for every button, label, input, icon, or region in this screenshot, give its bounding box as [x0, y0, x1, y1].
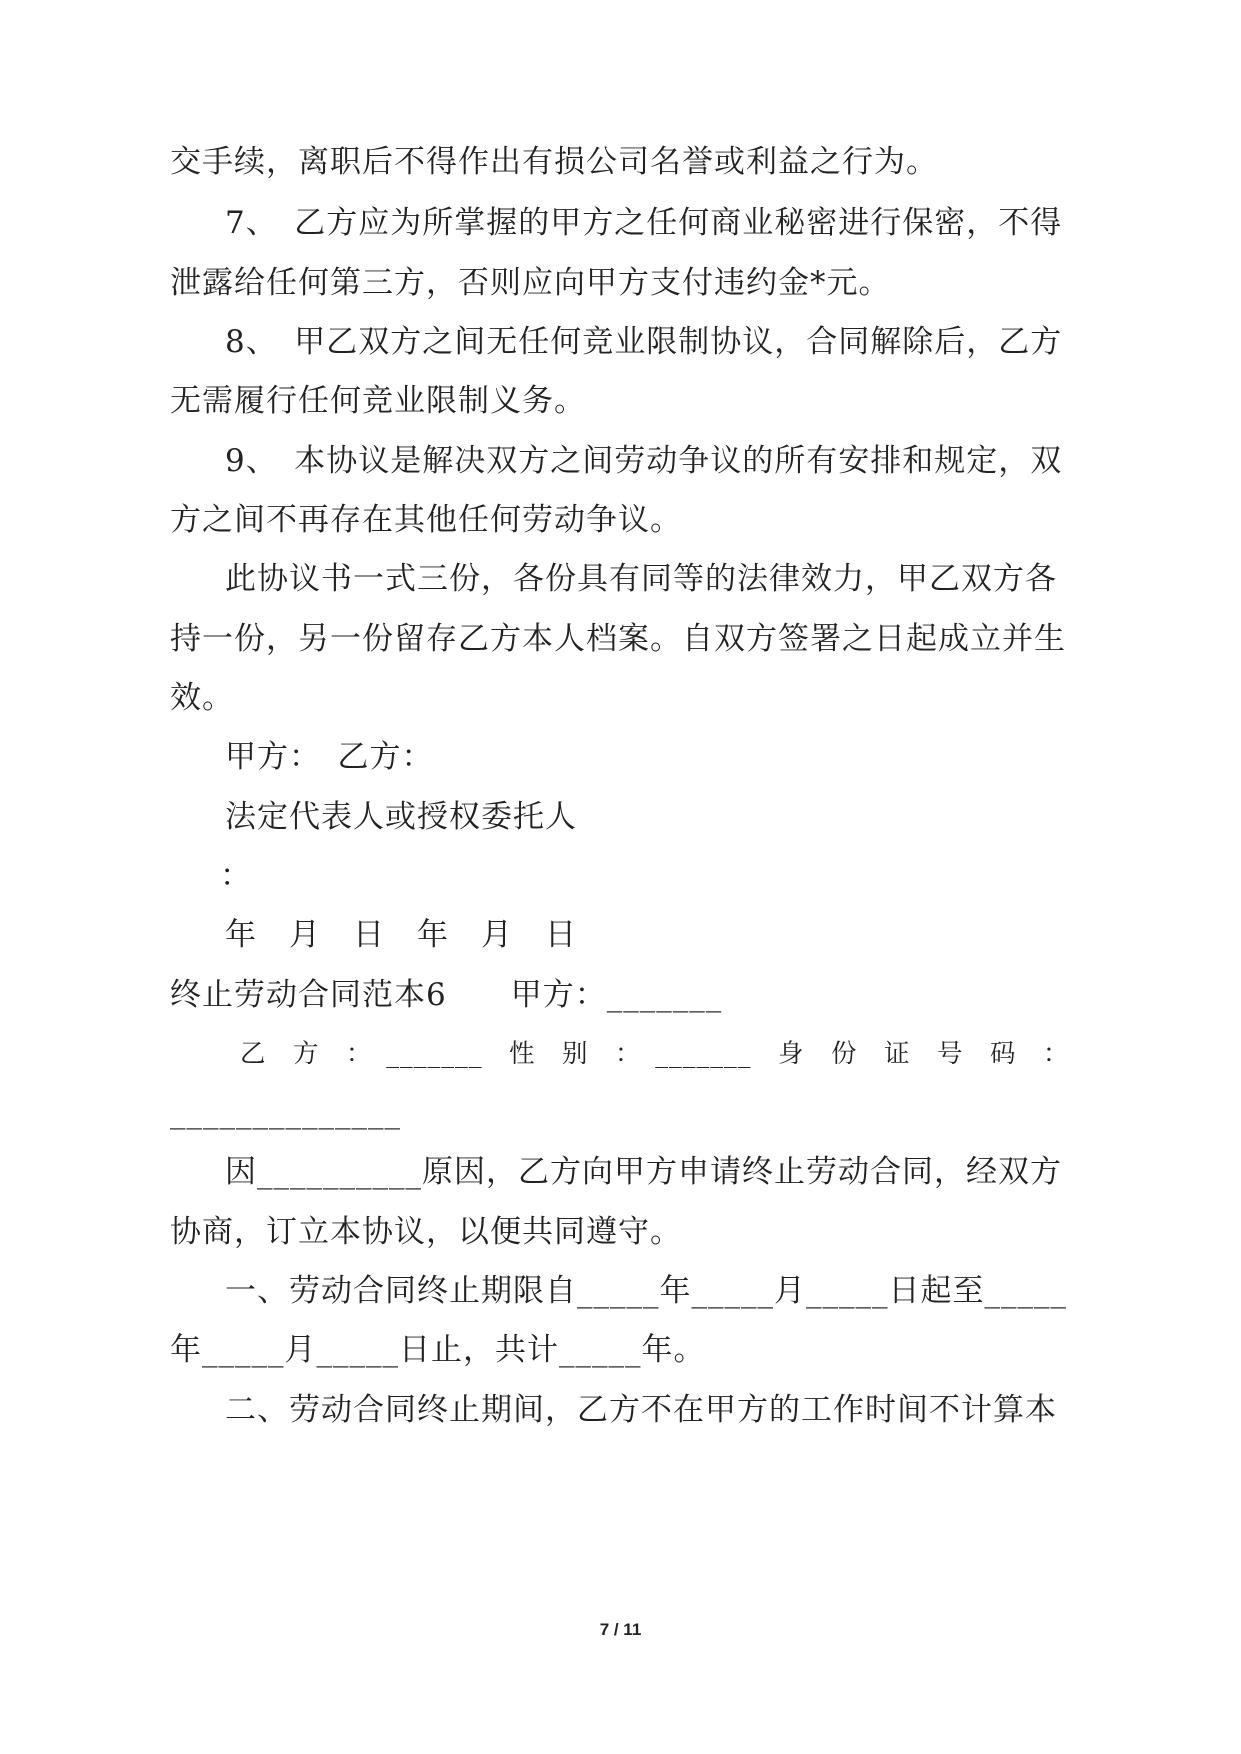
clause-8-line: 8、 甲乙双方之间无任何竞业限制协议，合同解除后，乙方 — [225, 324, 1063, 360]
clause-7-line: 7、 乙方应为所掌握的甲方之任何商业秘密进行保密，不得 — [225, 205, 1063, 241]
paragraph-line: 此协议书一式三份，各份具有同等的法律效力，甲乙双方各 — [225, 561, 1057, 597]
paragraph-line: 方之间不再存在其他任何劳动争议。 — [170, 502, 682, 538]
paragraph-line: 交手续，离职后不得作出有损公司名誉或利益之行为。 — [170, 144, 938, 180]
paragraph-line: 年_____月_____日止，共计_____年。 — [170, 1332, 706, 1368]
id-number-blank: ______________ — [170, 1094, 401, 1130]
paragraph-line: 持一份，另一份留存乙方本人档案。自双方签署之日起成立并生 — [170, 621, 1066, 657]
party-labels: 甲方： 乙方： — [225, 739, 434, 775]
article-1-line: 一、劳动合同终止期限自_____年_____月_____日起至_____ — [225, 1273, 1067, 1309]
paragraph-line: 因__________原因，乙方向甲方申请终止劳动合同，经双方 — [225, 1154, 1062, 1190]
colon-line: ： — [220, 858, 252, 894]
paragraph-line: 无需履行任何竞业限制义务。 — [170, 383, 586, 419]
page-number: 7 / 11 — [599, 1620, 642, 1639]
article-2-line: 二、劳动合同终止期间，乙方不在甲方的工作时间不计算本 — [225, 1392, 1057, 1428]
template-heading: 终止劳动合同范本6 甲方：_______ — [170, 977, 723, 1013]
representative-label: 法定代表人或授权委托人 — [225, 799, 577, 835]
date-line: 年 月 日 年 月 日 — [225, 917, 577, 953]
party-b-info-line: 乙 方 ： _______ 性 别 ： _______ 身 份 证 号 码 ： — [240, 1039, 1070, 1069]
paragraph-line: 协商，订立本协议，以便共同遵守。 — [170, 1214, 682, 1250]
paragraph-line: 泄露给任何第三方，否则应向甲方支付违约金*元。 — [170, 265, 891, 301]
paragraph-line: 效。 — [170, 680, 234, 716]
clause-9-line: 9、 本协议是解决双方之间劳动争议的所有安排和规定，双 — [225, 443, 1063, 479]
